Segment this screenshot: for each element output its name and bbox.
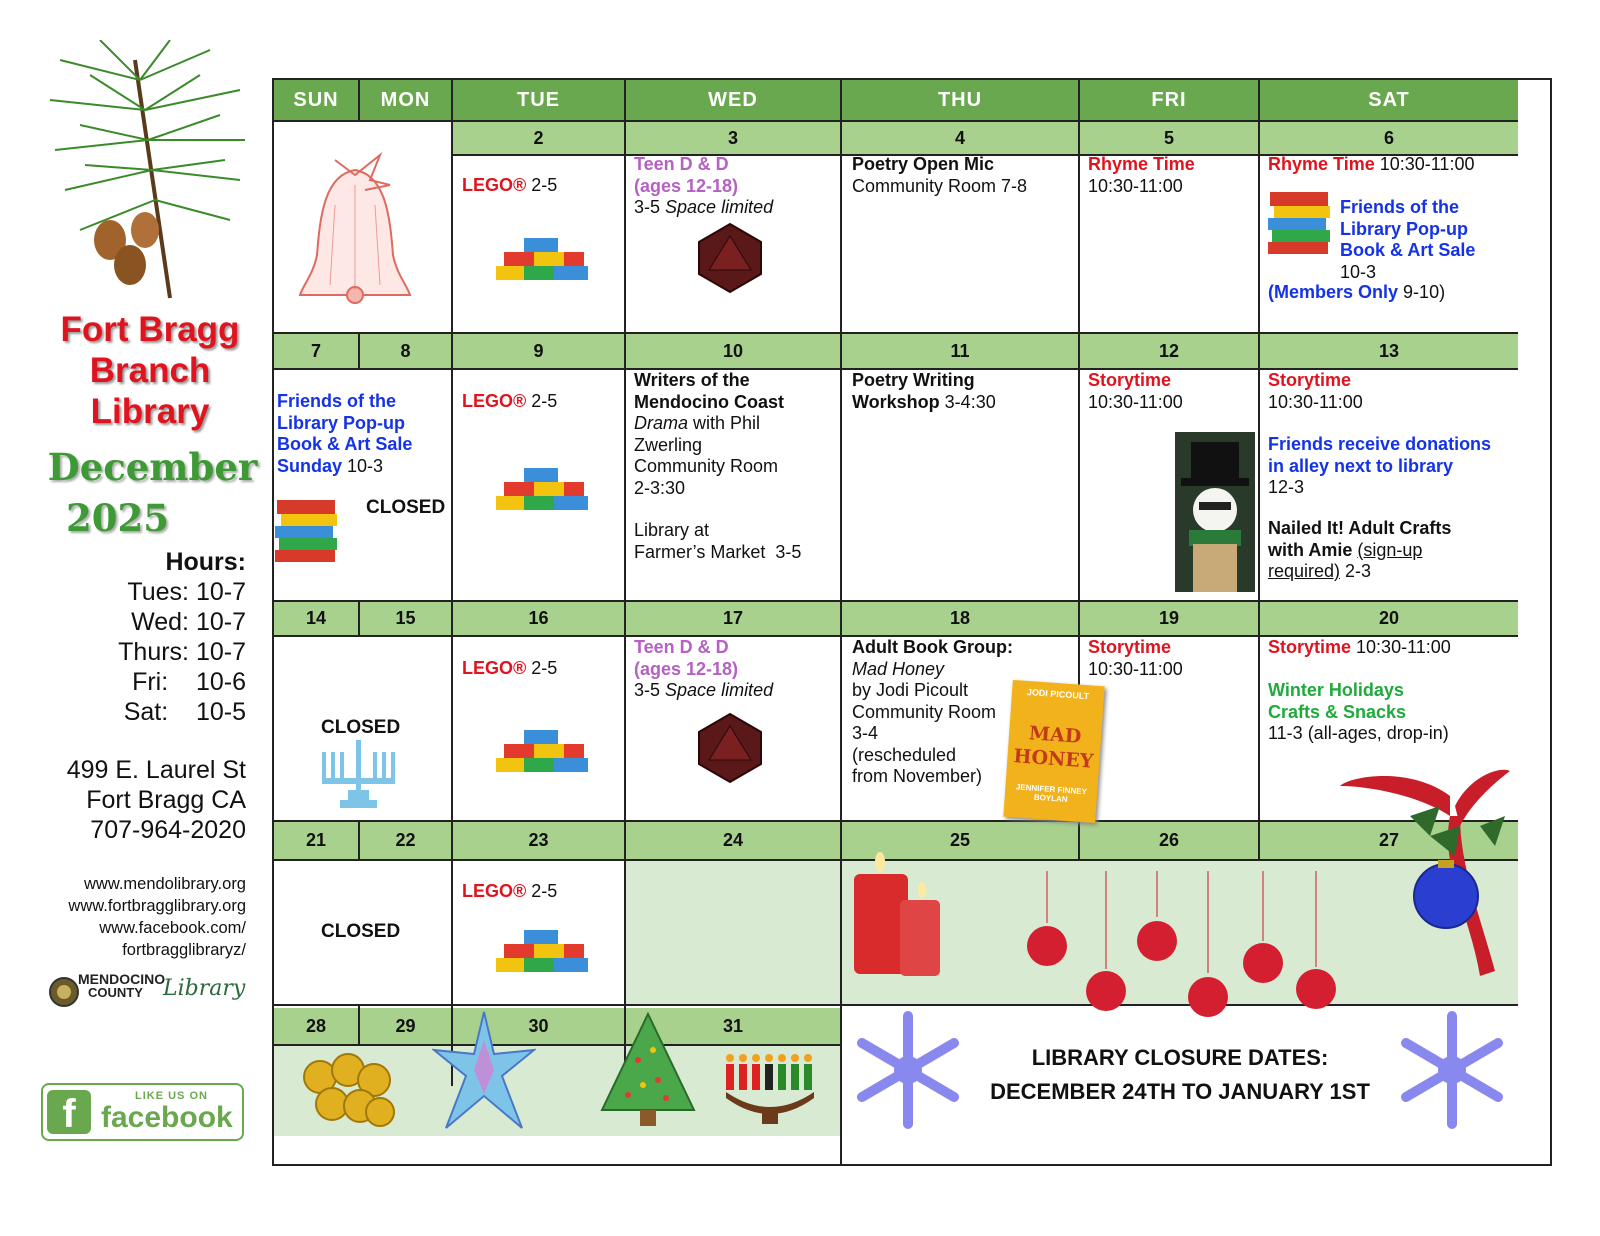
d20-dice-icon	[695, 222, 765, 294]
sidebar	[0, 0, 268, 1236]
date-10: 10	[626, 334, 840, 368]
date-12: 12	[1080, 334, 1258, 368]
header-mon: MON	[360, 80, 451, 120]
lego-bricks-icon	[494, 462, 590, 518]
month-title: December	[47, 445, 258, 489]
date-14: 14	[274, 602, 358, 635]
gold-coins-icon	[300, 1052, 395, 1130]
event-storytime-dec19: Storytime 10:30-11:00	[1088, 637, 1183, 679]
hours-thu: Thurs: 10-7	[118, 638, 246, 666]
event-storytime-dec20: Storytime 10:30-11:00	[1268, 637, 1451, 657]
address-city: Fort Bragg CA	[86, 786, 246, 814]
date-3: 3	[626, 122, 840, 154]
hanging-ornaments-icon	[1020, 861, 1350, 1031]
header-sat: SAT	[1260, 80, 1518, 120]
snowflake-icon	[852, 1008, 964, 1132]
event-lego-dec16: LEGO® 2-5	[462, 658, 558, 678]
event-teen-dnd-dec3: Teen D & D (ages 12-18) 3-5 Space limited	[634, 154, 774, 217]
event-lego-dec2: LEGO® 2-5	[462, 175, 558, 195]
closed-dec8: CLOSED	[366, 497, 446, 518]
date-9: 9	[453, 334, 624, 368]
books-stack-icon	[273, 498, 343, 564]
hours-fri: Fri: 10-6	[132, 668, 246, 696]
kinara-icon	[722, 1052, 818, 1126]
lego-bricks-icon	[494, 924, 590, 980]
link-mendolibrary[interactable]: www.mendolibrary.org	[83, 875, 246, 893]
county-seal-icon	[48, 976, 80, 1008]
menorah-icon	[318, 738, 398, 812]
event-adult-book-group: Adult Book Group: Mad Honey by Jodi Picoult Community Room 3-4 (rescheduled from November)	[852, 637, 1013, 786]
event-donations: Friends receive donations in alley next to library 12-3	[1268, 434, 1492, 497]
snowman-cork-ornament-icon	[1175, 432, 1255, 592]
event-lego-dec23: LEGO® 2-5	[462, 881, 558, 901]
date-31: 31	[626, 1008, 840, 1044]
event-book-sale-dec6: Friends of the Library Pop-up Book & Art Sale 10-3	[1340, 197, 1476, 282]
date-24: 24	[626, 822, 840, 859]
date-28: 28	[274, 1008, 358, 1044]
county-library-logo: MENDOCINO COUNTY Library	[48, 972, 253, 1012]
d20-dice-icon	[695, 712, 765, 784]
event-writers-mendocino: Writers of the Mendocino Coast Drama with Phil Zwerling Community Room 2-3:30 Library at Farmer’s Market 3-5	[634, 370, 802, 562]
event-nailed-it-crafts: Nailed It! Adult Crafts with Amie (sign-up required) 2-3	[1268, 518, 1452, 581]
header-sun: SUN	[274, 80, 358, 120]
lego-bricks-icon	[494, 724, 590, 780]
event-lego-dec9: LEGO® 2-5	[462, 391, 558, 411]
header-tue: TUE	[453, 80, 624, 120]
hours-title: Hours:	[165, 548, 246, 576]
address-phone: 707-964-2020	[90, 816, 246, 844]
address-street: 499 E. Laurel St	[66, 756, 246, 784]
link-facebook-2[interactable]: fortbragglibraryz/	[122, 941, 246, 959]
paper-star-icon	[432, 1010, 536, 1132]
link-fortbragglibrary[interactable]: www.fortbragglibrary.org	[68, 897, 246, 915]
date-30: 30	[453, 1008, 624, 1044]
year-title: 2025	[66, 496, 169, 540]
date-15: 15	[360, 602, 451, 635]
header-fri: FRI	[1080, 80, 1258, 120]
closed-dec14-15: CLOSED	[321, 717, 401, 738]
closed-dec21-22: CLOSED	[321, 921, 401, 942]
library-name-line-2: Branch	[89, 351, 211, 390]
date-21: 21	[274, 822, 358, 859]
header-thu: THU	[842, 80, 1078, 120]
event-storytime-dec12: Storytime 10:30-11:00	[1088, 370, 1183, 412]
event-members-only: (Members Only 9-10)	[1268, 282, 1446, 302]
event-poetry-workshop: Poetry Writing Workshop 3-4:30	[852, 370, 996, 412]
date-22: 22	[360, 822, 451, 859]
event-rhyme-time-dec5: Rhyme Time 10:30-11:00	[1088, 154, 1195, 196]
event-poetry-open-mic: Poetry Open Mic Community Room 7-8	[852, 154, 1028, 196]
date-2: 2	[453, 122, 624, 154]
christmas-tree-icon	[598, 1010, 698, 1130]
books-stack-icon	[1266, 190, 1336, 256]
hours-wed: Wed: 10-7	[131, 608, 246, 636]
date-8: 8	[360, 334, 451, 368]
date-26: 26	[1080, 822, 1258, 859]
date-19: 19	[1080, 602, 1258, 635]
hours-sat: Sat: 10-5	[123, 698, 246, 726]
date-17: 17	[626, 602, 840, 635]
event-winter-holidays: Winter Holidays Crafts & Snacks 11-3 (all-ages, drop-in)	[1268, 680, 1449, 743]
date-6: 6	[1260, 122, 1518, 154]
event-teen-dnd-dec17: Teen D & D (ages 12-18) 3-5 Space limited	[634, 637, 774, 700]
date-25: 25	[842, 822, 1078, 859]
library-name-line-1: Fort Bragg	[60, 310, 240, 349]
date-27: 27	[1260, 822, 1518, 859]
date-13: 13	[1260, 334, 1518, 368]
date-29: 29	[360, 1008, 451, 1044]
lego-bricks-icon	[494, 232, 590, 288]
event-storytime-dec13: Storytime 10:30-11:00	[1268, 370, 1363, 412]
library-name-line-3: Library	[90, 392, 210, 431]
mad-honey-book-cover: JODI PICOULT MAD HONEY JENNIFER FINNEY BOYLAN	[1003, 680, 1104, 823]
facebook-like-badge[interactable]: f LIKE US ON facebook	[41, 1083, 244, 1141]
date-4: 4	[842, 122, 1078, 154]
event-rhyme-time-dec6: Rhyme Time 10:30-11:00	[1268, 154, 1475, 174]
closure-notice-line-2: DECEMBER 24TH TO JANUARY 1ST	[990, 1079, 1370, 1104]
date-20: 20	[1260, 602, 1518, 635]
closure-notice-line-1: LIBRARY CLOSURE DATES:	[1031, 1045, 1329, 1070]
link-facebook-1[interactable]: www.facebook.com/	[99, 919, 246, 937]
date-16: 16	[453, 602, 624, 635]
event-book-sale-dec7: Friends of the Library Pop-up Book & Art Sale Sunday 10-3	[277, 391, 413, 476]
pine-branch-icon	[40, 40, 250, 302]
candles-icon	[850, 842, 950, 982]
snowflake-icon	[1396, 1008, 1508, 1132]
christmas-bell-icon	[295, 145, 415, 305]
header-wed: WED	[626, 80, 840, 120]
date-5: 5	[1080, 122, 1258, 154]
hours-tue: Tues: 10-7	[127, 578, 246, 606]
date-7: 7	[274, 334, 358, 368]
date-18: 18	[842, 602, 1078, 635]
christmas-bow-icon	[1330, 756, 1520, 986]
date-11: 11	[842, 334, 1078, 368]
facebook-f-icon: f	[47, 1090, 91, 1134]
date-23: 23	[453, 822, 624, 859]
